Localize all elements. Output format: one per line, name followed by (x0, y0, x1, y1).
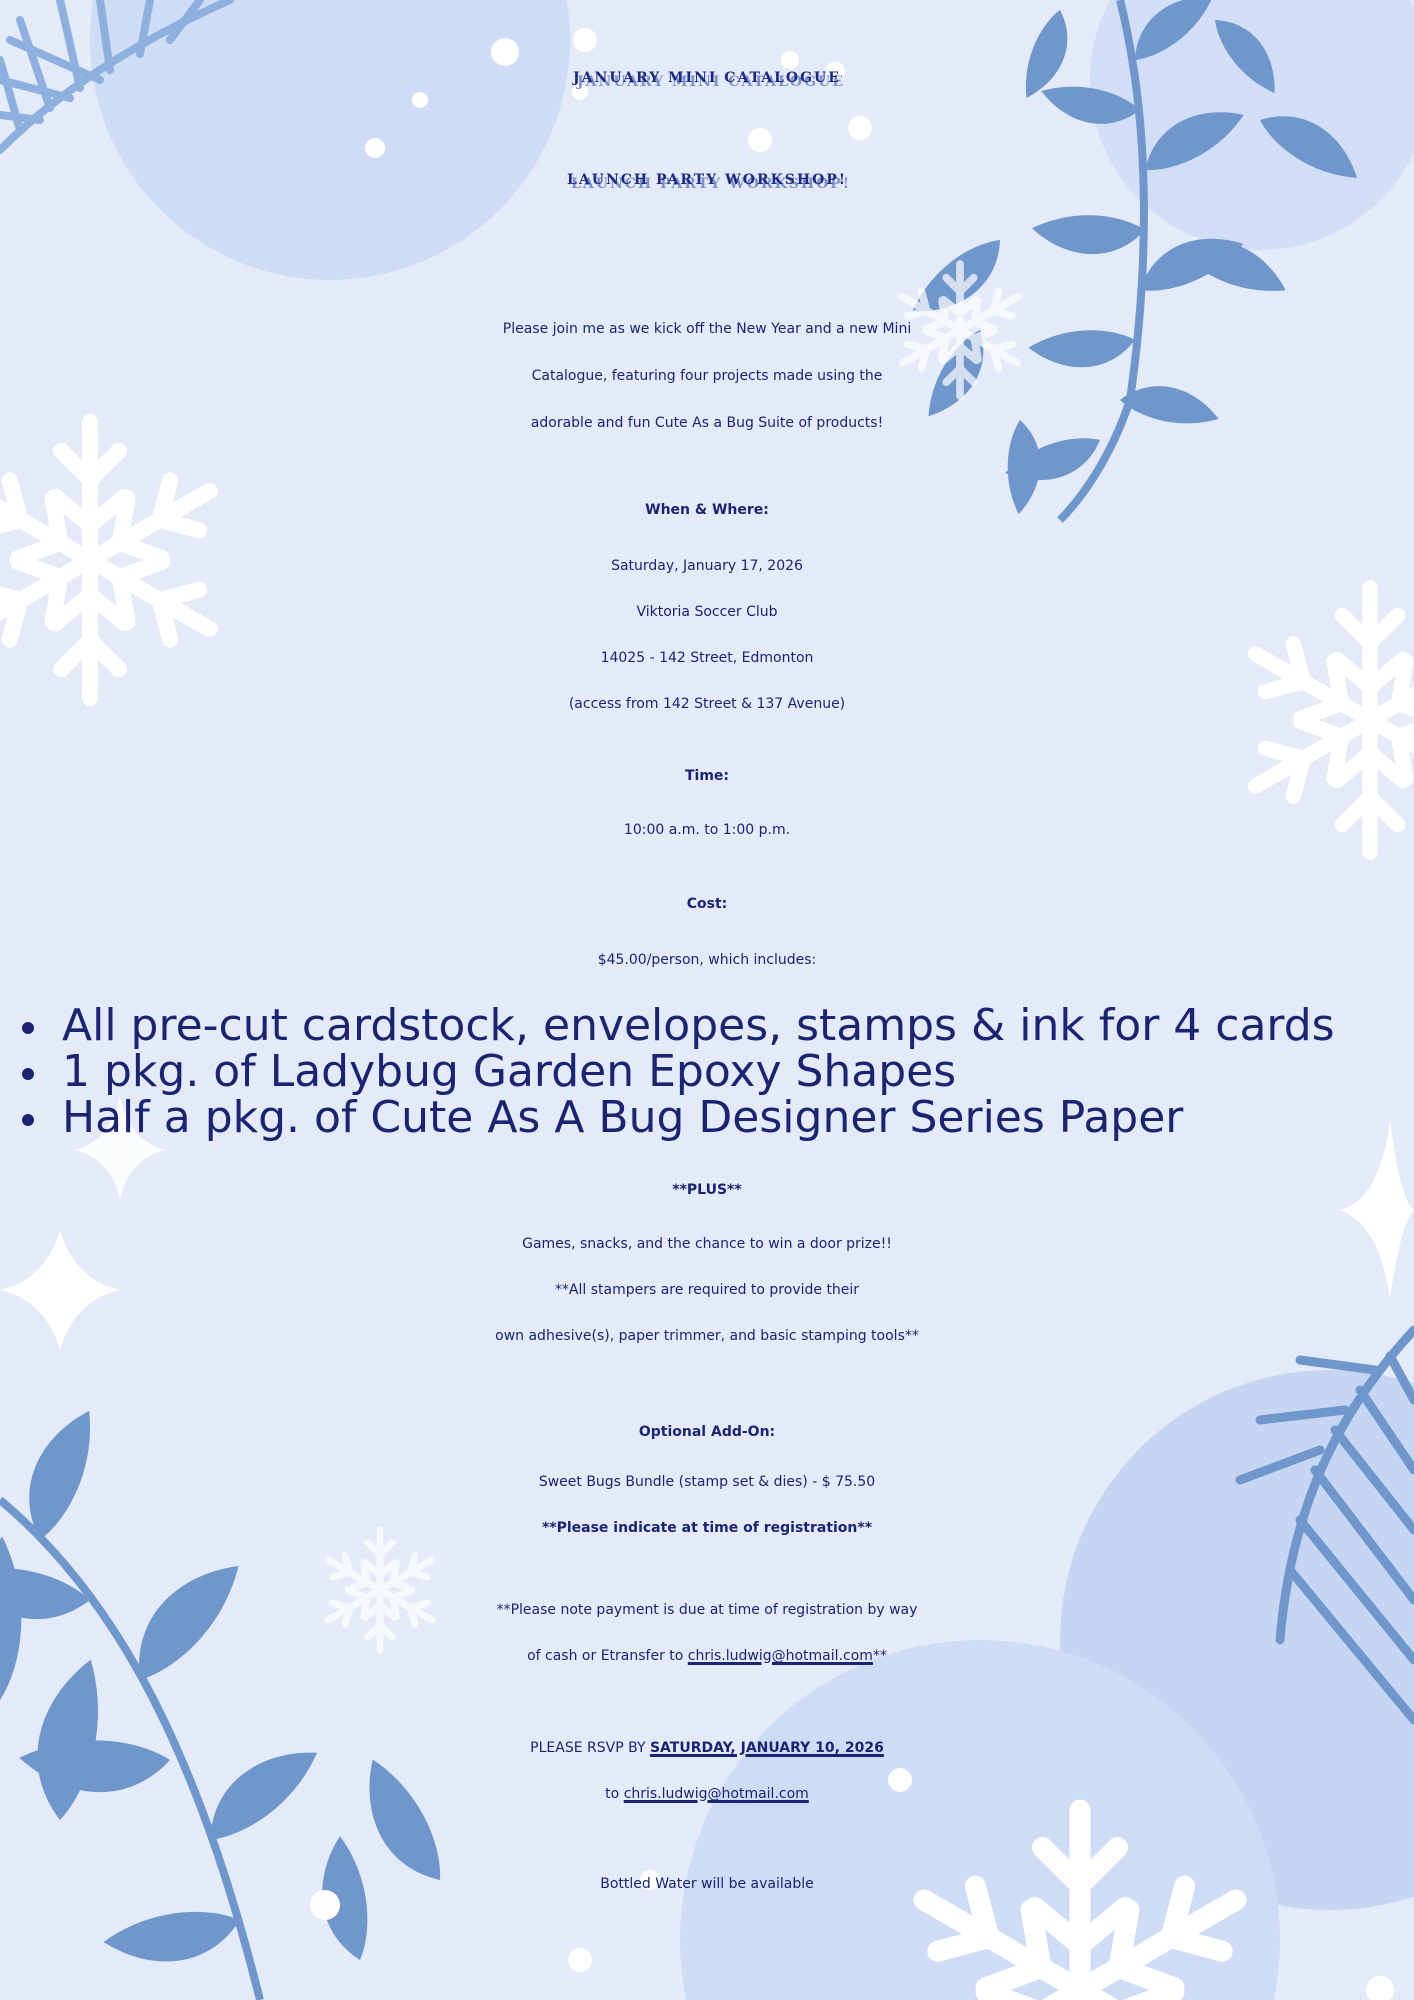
plus-line-2: **All stampers are required to provide their (554, 1282, 860, 1298)
rsvp-to-prefix: to (605, 1786, 624, 1802)
branch-bottom-left (0, 1401, 448, 2000)
event-address: 14025 - 142 Street, Edmonton (600, 650, 814, 666)
rsvp-prefix: PLEASE RSVP BY (530, 1740, 650, 1756)
payment-suffix: ** (872, 1648, 887, 1664)
time-value: 10:00 a.m. to 1:00 p.m. (623, 822, 791, 838)
addon-note: **Please indicate at time of registration** (541, 1520, 873, 1536)
cost-item (14, 1092, 1183, 1143)
payment-line-2 (0, 1648, 1414, 1664)
page-title-line-2: LAUNCH PARTY WORKSHOP! (567, 172, 847, 188)
rsvp-line (0, 1740, 1414, 1756)
cost-item (14, 1000, 1335, 1051)
sparkle-right (1340, 1120, 1414, 1300)
snowflake-small-bottom (328, 1530, 432, 1650)
rsvp-email-link[interactable]: chris.ludwig@hotmail.com (623, 1786, 809, 1802)
event-date: Saturday, January 17, 2026 (611, 558, 803, 574)
footer-note: Bottled Water will be available (600, 1876, 814, 1892)
cost-item (14, 1046, 956, 1097)
cost-price: $45.00/person, which includes: (597, 952, 817, 968)
intro-line-2: Catalogue, featuring four projects made using the (531, 368, 883, 384)
cost-item-text: Half a pkg. of Cute As A Bug Designer Series Paper (62, 1092, 1184, 1143)
payment-email-link[interactable]: chris.ludwig@hotmail.com (687, 1648, 873, 1664)
time-heading: Time: (684, 768, 730, 784)
addon-heading: Optional Add-On: (638, 1424, 776, 1440)
snowflake-right (1256, 588, 1414, 852)
addon-bundle: Sweet Bugs Bundle (stamp set & dies) - $ 75.50 (538, 1474, 876, 1490)
plus-heading: **PLUS** (672, 1182, 742, 1198)
cost-item-text: 1 pkg. of Ladybug Garden Epoxy Shapes (62, 1046, 957, 1097)
intro-line-1: Please join me as we kick off the New Year and a new Mini (502, 321, 912, 337)
payment-prefix: of cash or Etransfer to (527, 1648, 688, 1664)
plus-line-3: own adhesive(s), paper trimmer, and basic stamping tools** (495, 1328, 919, 1344)
intro-line-3: adorable and fun Cute As a Bug Suite of products! (530, 415, 884, 431)
when-where-heading: When & Where: (645, 502, 769, 518)
payment-line-1: **Please note payment is due at time of registration by way (496, 1602, 918, 1618)
cost-item-text: All pre-cut cardstock, envelopes, stamps & ink for 4 cards (62, 1000, 1335, 1051)
bullet-dot (22, 1022, 34, 1034)
page-title-line-1: JANUARY MINI CATALOGUE (573, 70, 841, 86)
cost-heading: Cost: (686, 896, 728, 912)
bullet-dot (22, 1114, 34, 1126)
event-venue: Viktoria Soccer Club (636, 604, 778, 620)
plus-line-1: Games, snacks, and the chance to win a door prize!! (522, 1236, 892, 1252)
rsvp-to-line (0, 1786, 1414, 1802)
bullet-dot (22, 1068, 34, 1080)
rsvp-deadline: SATURDAY, JANUARY 10, 2026 (649, 1740, 884, 1756)
event-access: (access from 142 Street & 137 Avenue) (568, 696, 846, 712)
